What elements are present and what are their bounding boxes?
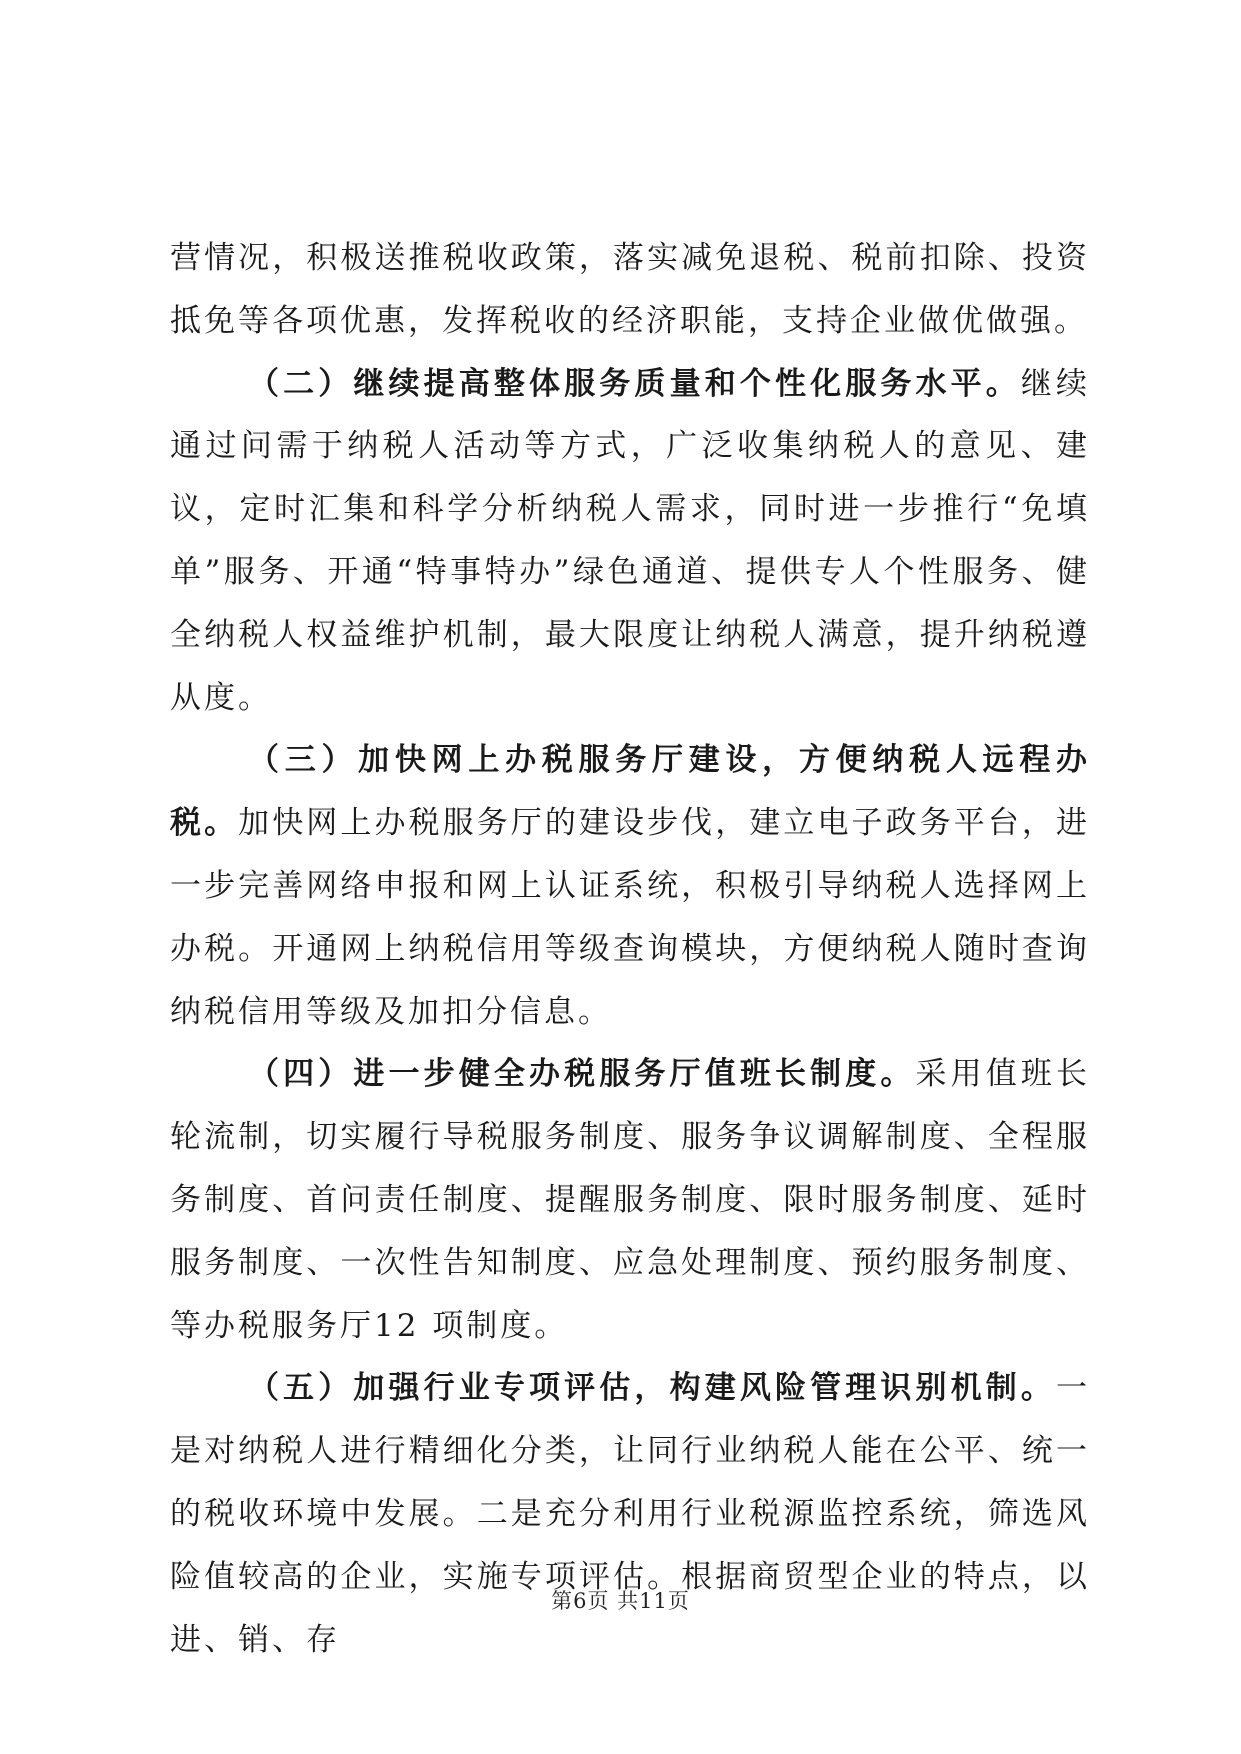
paragraph-text: 继续通过问需于纳税人活动等方式，广泛收集纳税人的意见、建议，定时汇集和科学分析纳税人需求，同时进一步推行“免填单”服务、开通“特事特办”绿色通道、提供专人个性服务、健全纳税人权益维护机制，最大限度让纳税人满意，提升纳税遵从度。 xyxy=(170,365,1091,716)
paragraph-continuation xyxy=(170,227,1090,353)
paragraph-section-5 xyxy=(170,1357,1090,1671)
paragraph-text: 采用值班长轮流制，切实履行导税服务制度、服务争议调解制度、全程服务制度、首问责任制度、提醒服务制度、限时服务制度、延时服务制度、一次性告知制度、应急处理制度、预约服务制度、等办税服务厅12 项制度。 xyxy=(170,1056,1091,1344)
paragraph-text: 一是对纳税人进行精细化分类，让同行业纳税人能在公平、统一的税收环境中发展。二是充分利用行业税源监控系统，筛选风险值较高的企业，实施专项评估。根据商贸型企业的特点，以进、销、存 xyxy=(170,1370,1090,1658)
section-heading: （二）继续提高整体服务质量和个性化服务水平。 xyxy=(248,365,1021,402)
paragraph-text: 营情况，积极送推税收政策，落实减免退税、税前扣除、投资抵免等各项优惠，发挥税收的经济职能，支持企业做优做强。 xyxy=(170,240,1090,339)
section-heading: （三）加快网上办税服务厅建设，方便纳税人远程办税。 xyxy=(170,742,1090,842)
paragraph-section-3 xyxy=(170,729,1090,1043)
page-number-footer: 第6页 共11页 xyxy=(551,1589,690,1613)
section-heading: （四）进一步健全办税服务厅值班长制度。 xyxy=(248,1056,916,1093)
paragraph-section-4 xyxy=(170,1043,1090,1357)
document-body xyxy=(170,227,1090,1671)
paragraph-section-2 xyxy=(170,353,1090,730)
paragraph-text: 加快网上办税服务厅的建设步伐，建立电子政务平台，进一步完善网络申报和网上认证系统，积极引导纳税人选择网上办税。开通网上纳税信用等级查询模块，方便纳税人随时查询纳税信用等级及加扣分信息。 xyxy=(170,805,1090,1030)
section-heading: （五）加强行业专项评估，构建风险管理识别机制。 xyxy=(248,1370,1056,1407)
